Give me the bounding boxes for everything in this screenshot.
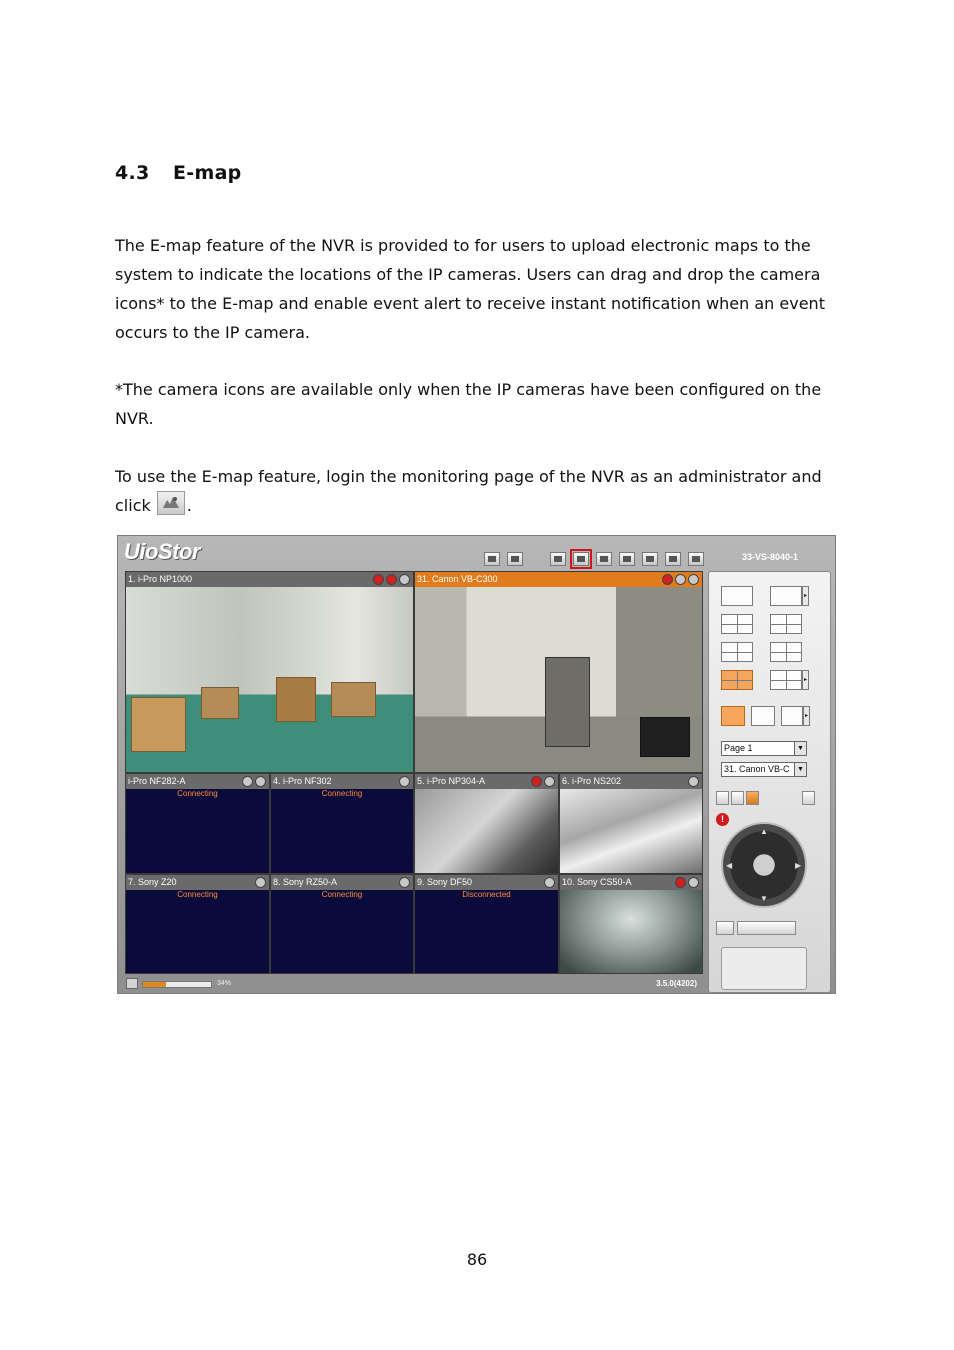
camera-controls [242, 776, 266, 787]
arrow-down-icon[interactable]: ▼ [760, 894, 768, 903]
camera-title: 7. Sony Z20 [126, 875, 269, 890]
display-mode-button[interactable] [721, 706, 745, 726]
camera-view [415, 789, 558, 873]
camera-title: 4. i-Pro NF302 [271, 774, 413, 789]
camera-controls [688, 776, 699, 787]
camera-controls [531, 776, 555, 787]
control-panel [708, 571, 831, 993]
section-number: 4.3 [115, 162, 150, 184]
camera-view [560, 789, 702, 873]
page-select-value: Page 1 [724, 743, 753, 753]
monitor [640, 717, 690, 757]
emap-icon [157, 491, 185, 515]
chevron-down-icon: ▼ [794, 763, 806, 776]
record-icon[interactable] [373, 574, 384, 585]
camera-tile[interactable] [559, 874, 703, 974]
camera-select[interactable] [721, 762, 807, 777]
zoom-icon[interactable] [716, 921, 734, 935]
record-icon[interactable] [662, 574, 673, 585]
camera-controls [399, 776, 410, 787]
page-select[interactable] [721, 741, 807, 756]
audio-icon[interactable] [688, 877, 699, 888]
camera-controls [399, 877, 410, 888]
camera-status: Connecting [177, 789, 218, 798]
toolbar-button-9[interactable] [688, 552, 704, 566]
trash-icon[interactable] [802, 791, 815, 805]
layout-nine[interactable] [770, 642, 802, 662]
camera-title: 31. Canon VB-C300 [415, 572, 702, 587]
nvr-monitor-screenshot [117, 535, 836, 994]
status-bar [125, 977, 703, 991]
camera-tile[interactable] [125, 773, 270, 874]
camera-icon[interactable] [126, 978, 138, 989]
camera-controls [662, 574, 699, 585]
camera-title: i-Pro NF282-A [126, 774, 269, 789]
audio-icon[interactable] [399, 776, 410, 787]
camera-controls [255, 877, 266, 888]
cardboard-box [276, 677, 316, 722]
mic-icon[interactable] [255, 776, 266, 787]
focus-slider[interactable] [737, 921, 796, 935]
layout-single[interactable] [721, 586, 753, 606]
layout-more-arrow[interactable]: ▸ [802, 670, 809, 690]
audio-icon[interactable] [675, 574, 686, 585]
sequence-arrow[interactable]: ▸ [803, 706, 810, 726]
camera-tile[interactable] [414, 874, 559, 974]
camera-view [415, 587, 702, 772]
camera-controls [373, 574, 410, 585]
camera-title: 8. Sony RZ50-A [271, 875, 413, 890]
mic-icon[interactable] [399, 877, 410, 888]
arrow-right-icon[interactable]: ▶ [795, 861, 802, 870]
server-name: 33-VS-8040-1 [742, 552, 799, 562]
camera-title: 10. Sony CS50-A [560, 875, 702, 890]
audio-icon[interactable] [399, 574, 410, 585]
camera-title: 9. Sony DF50 [415, 875, 558, 890]
playback-button[interactable] [642, 552, 658, 566]
layout-pip[interactable] [770, 586, 802, 606]
alarm-icon[interactable]: ! [716, 813, 729, 826]
preset-panel [721, 947, 807, 990]
camera-status: Disconnected [462, 890, 511, 899]
mic-icon[interactable] [255, 877, 266, 888]
instruction-paragraph [115, 462, 845, 520]
version-label: 3.5.0(4202) [656, 979, 697, 988]
layout-eight[interactable] [721, 642, 753, 662]
layout-more-arrow[interactable]: ▸ [802, 586, 809, 606]
layout-ten-selected[interactable] [721, 670, 753, 690]
camera-tile[interactable] [125, 874, 270, 974]
toolbar-button-5[interactable] [596, 552, 612, 566]
page-number: 86 [466, 1250, 488, 1269]
camera-view [560, 890, 702, 973]
server-rack [545, 657, 590, 747]
camera-status: Connecting [321, 789, 363, 798]
layout-six[interactable] [770, 614, 802, 634]
audio-icon[interactable] [746, 791, 759, 805]
intro-paragraph: The E-map feature of the NVR is provided to for users to upload electronic maps to the system to indicate the locations of the IP cameras. Users can drag and drop the camera icons* to the E-map and enable event alert to receive instant notification when an event occurs to the IP camera. [115, 236, 825, 342]
layout-quad[interactable] [721, 614, 753, 634]
camera-view [126, 587, 413, 772]
camera-title: 6. i-Pro NS202 [560, 774, 702, 789]
audio-icon[interactable] [242, 776, 253, 787]
record-icon[interactable] [675, 877, 686, 888]
ptz-icon[interactable] [386, 574, 397, 585]
camera-tile[interactable] [270, 773, 414, 874]
fullscreen-icon[interactable] [751, 706, 775, 726]
arrow-left-icon[interactable]: ◀ [726, 861, 733, 870]
chevron-down-icon: ▼ [794, 742, 806, 755]
progress-percent: 34% [217, 980, 232, 987]
help-button[interactable] [665, 552, 681, 566]
camera-grid [125, 571, 703, 974]
audio-icon[interactable] [544, 776, 555, 787]
camera-controls [675, 877, 699, 888]
mic-icon[interactable] [688, 574, 699, 585]
audio-icon[interactable] [688, 776, 699, 787]
toolbar-button-6[interactable] [619, 552, 635, 566]
progress-bar [142, 981, 212, 988]
record-icon[interactable] [531, 776, 542, 787]
camera-tile-selected[interactable] [414, 571, 703, 773]
progress-fill [143, 982, 166, 987]
camera-tile[interactable] [270, 874, 414, 974]
camera-title: 5. i-Pro NP304-A [415, 774, 558, 789]
section-title: E-map [173, 162, 242, 184]
camera-tile[interactable] [125, 571, 414, 773]
instruction-end: . [186, 496, 192, 515]
camera-controls [544, 877, 555, 888]
sequence-icon[interactable] [781, 706, 803, 726]
camera-select-value: 31. Canon VB-C [724, 764, 790, 774]
layout-sixteen[interactable] [770, 670, 802, 690]
instruction-text: To use the E-map feature, login the monitoring page of the NVR as an administrator and click [115, 467, 822, 515]
snapshot-icon[interactable] [716, 791, 729, 805]
footnote-paragraph: *The camera icons are available only when the IP cameras have been configured on the NVR. [115, 380, 822, 428]
camera-tile[interactable] [559, 773, 703, 874]
section-heading [115, 162, 242, 184]
cardboard-box [201, 687, 239, 719]
camera-title: 1. i-Pro NP1000 [126, 572, 413, 587]
ptz-control[interactable] [721, 822, 807, 908]
uiostor-logo: UioStor [124, 539, 200, 564]
cardboard-box [331, 682, 376, 717]
camera-status: Connecting [177, 890, 218, 899]
record-icon[interactable] [731, 791, 744, 805]
toolbar-button-2[interactable] [507, 552, 523, 566]
audio-icon[interactable] [544, 877, 555, 888]
camera-tile[interactable] [414, 773, 559, 874]
camera-status: Connecting [321, 890, 363, 899]
toolbar-button-3[interactable] [550, 552, 566, 566]
toolbar-button-1[interactable] [484, 552, 500, 566]
emap-toolbar-button[interactable] [573, 552, 589, 566]
arrow-up-icon[interactable]: ▲ [760, 827, 768, 836]
cardboard-box [131, 697, 186, 752]
